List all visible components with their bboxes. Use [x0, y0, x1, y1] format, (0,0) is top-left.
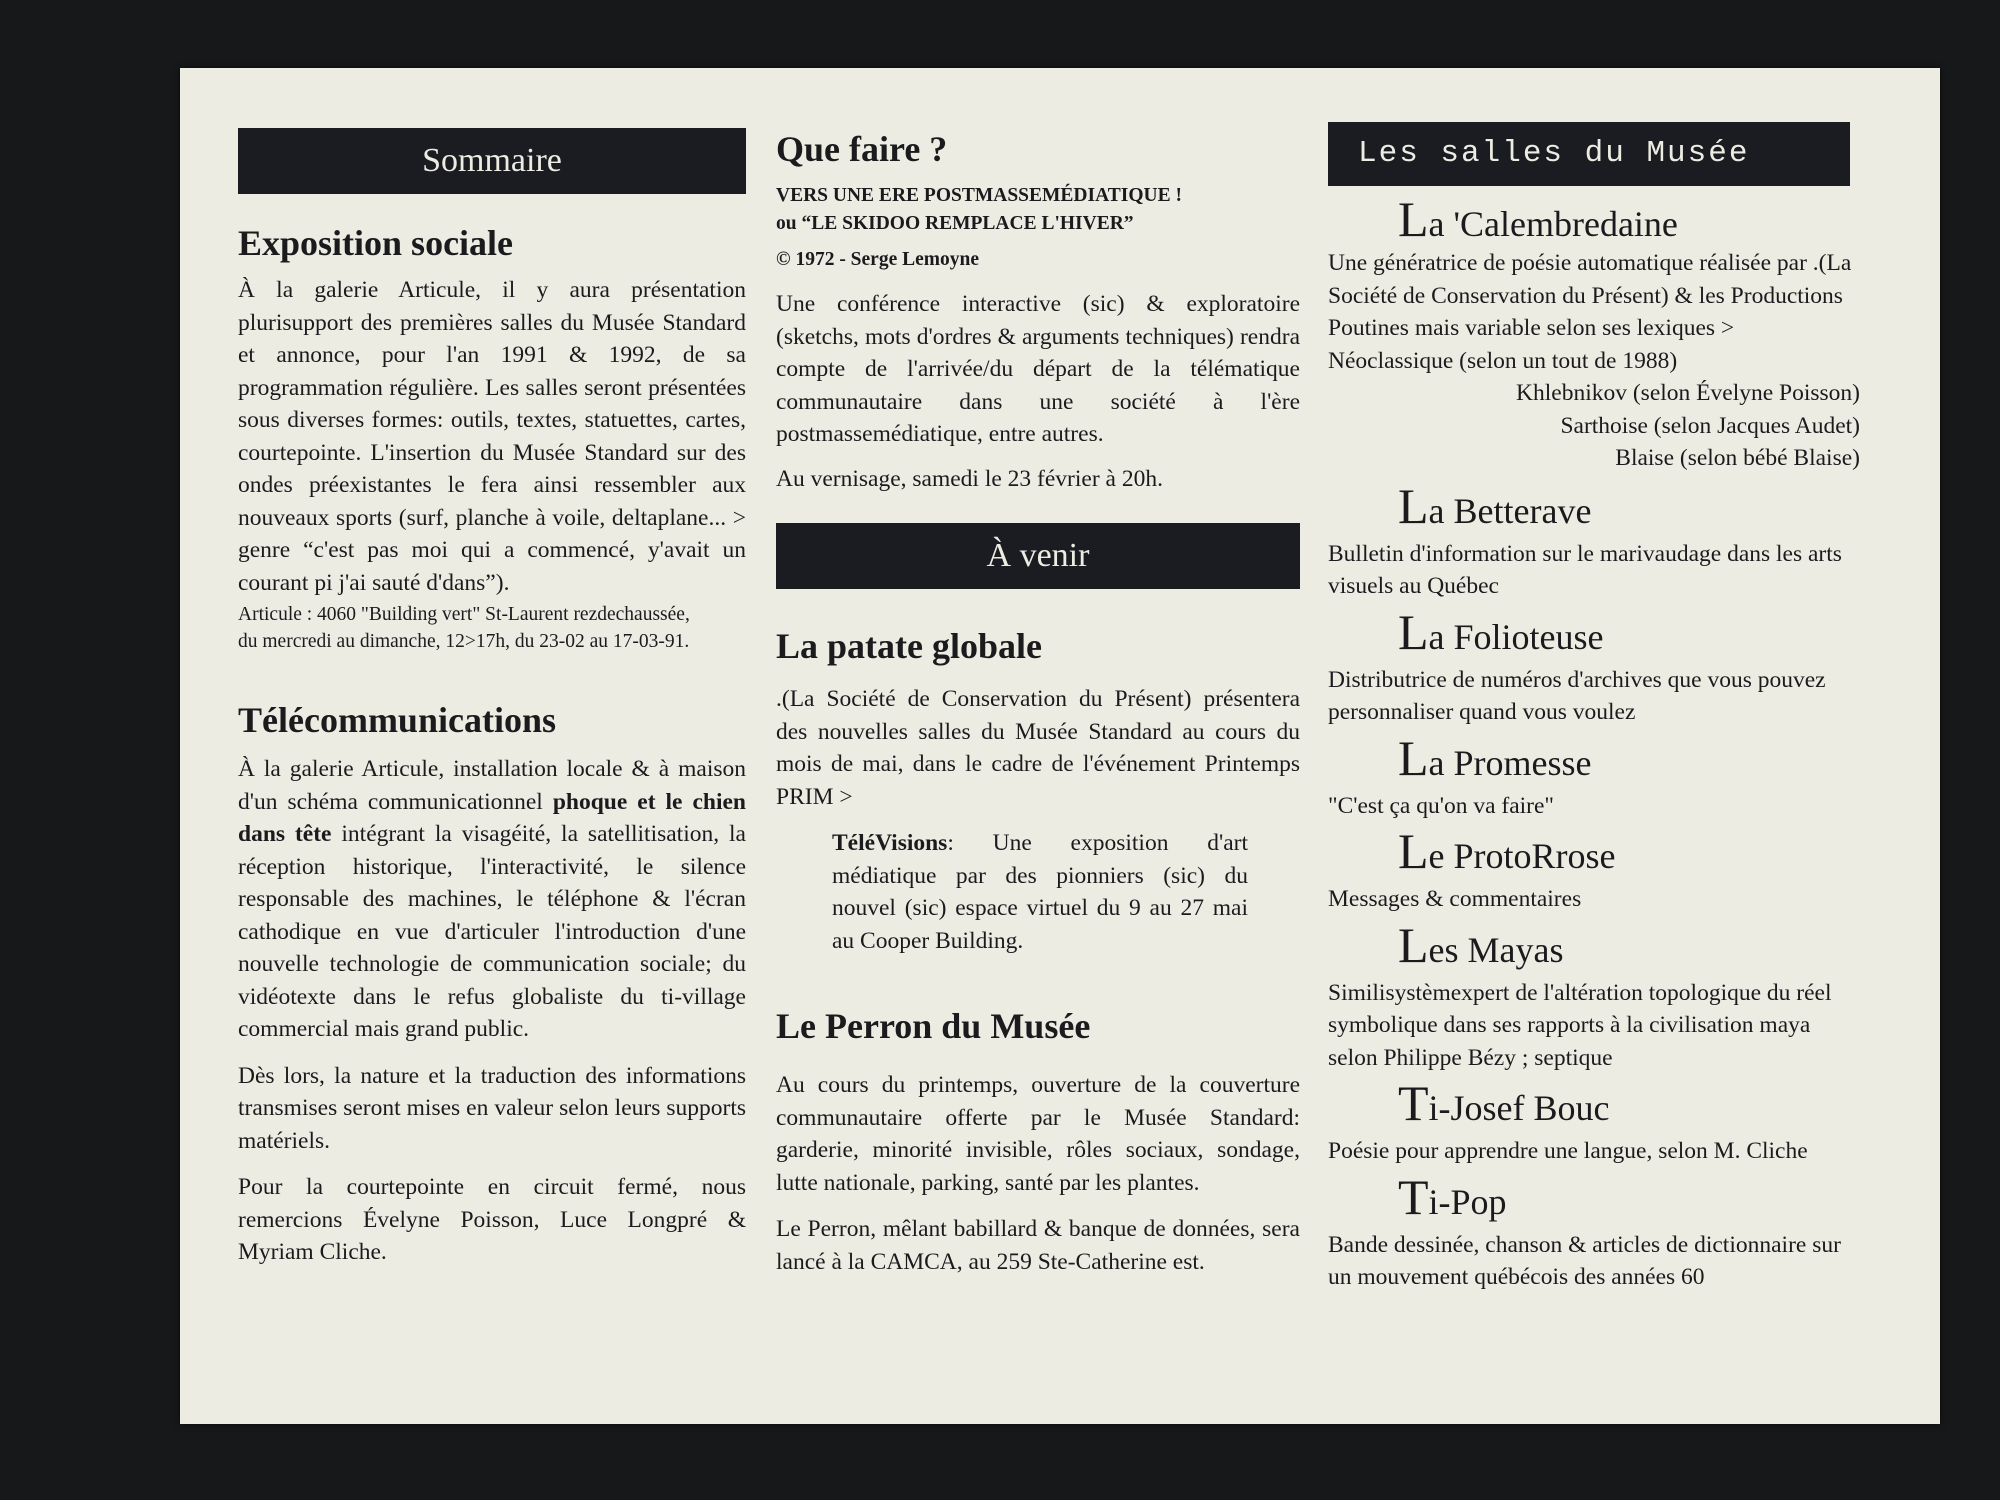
room-protorrose — [1328, 823, 1860, 916]
room-title: La Betterave — [1398, 477, 1592, 534]
expo-info-line2: du mercredi au dimanche, 12>17h, du 23-02 au 17-03-91. — [238, 631, 690, 652]
room-tipop — [1328, 1168, 1860, 1294]
column-left — [238, 128, 746, 1269]
room-title: Ti-Pop — [1398, 1168, 1507, 1225]
que-faire-title: Que faire ? — [776, 129, 948, 169]
flyer-page — [180, 68, 1940, 1424]
room-tijosef — [1328, 1075, 1860, 1168]
room-title: La 'Calembredaine — [1398, 191, 1678, 247]
telecom-bold-chien: et le chien dans tête — [238, 788, 746, 847]
patate-body: .(La Société de Conservation du Présent) présentera des nouvelles salles du Musée Standard au cours du mois de mai, dans le cadre de l'événement Printemps PRIM > — [776, 686, 1300, 810]
room-title: Le ProtoRrose — [1398, 823, 1616, 879]
room-desc: Poésie pour apprendre une langue, selon M. Cliche — [1328, 1138, 1808, 1164]
room-extra-khlebnikov: Khlebnikov (selon Évelyne Poisson) — [1516, 380, 1860, 406]
column-right — [1328, 128, 1860, 1294]
room-title: Les Mayas — [1398, 916, 1564, 973]
room-desc: Bulletin d'information sur le marivaudage dans les arts visuels au Québec — [1328, 540, 1842, 599]
perron-para2: Le Perron, mêlant babillard & banque de données, sera lancé à la CAMCA, au 259 Ste-Catherine est. — [776, 1216, 1300, 1275]
que-faire-subtitle2: ou “LE SKIDOO REMPLACE L'HIVER” — [776, 213, 1134, 234]
perron-title: Le Perron du Musée — [776, 1006, 1091, 1046]
room-promesse — [1328, 729, 1860, 823]
room-desc: Messages & commentaires — [1328, 886, 1582, 912]
room-betterave — [1328, 477, 1860, 603]
room-desc: Similisystèmexpert de l'altération topologique du réel symbolique dans ses rapports à la civilisation maya selon Philippe Bézy ; septique — [1328, 979, 1832, 1071]
vernissage-line: Au vernisage, samedi le 23 février à 20h. — [776, 465, 1163, 492]
salles-banner: Les salles du Musée — [1328, 122, 1850, 186]
room-desc: "C'est ça qu'on va faire" — [1328, 792, 1555, 819]
patate-title: La patate globale — [776, 626, 1042, 666]
televisions-para: TéléVisions: Une exposition d'art médiatique par des pionniers (sic) du nouvel (sic) espace virtuel du 9 au 27 mai au Cooper Building. — [832, 830, 1248, 954]
room-desc: Distributrice de numéros d'archives que vous pouvez personnaliser quand vous voulez — [1328, 666, 1826, 725]
room-mayas — [1328, 916, 1860, 1075]
expo-info-line1: Articule : 4060 "Building vert" St-Laurent rezdechaussée, — [238, 604, 690, 625]
room-extra-blaise: Blaise (selon bébé Blaise) — [1615, 445, 1860, 471]
room-desc: Une génératrice de poésie automatique réalisée par .(La Société de Conservation du Présent) & les Productions Poutines mais variable selon ses lexiques > Néoclassique (selon un tout de 1988) — [1328, 250, 1852, 374]
a-venir-banner: À venir — [776, 523, 1300, 589]
televisions-label: TéléVisions — [832, 830, 948, 856]
room-title: La Folioteuse — [1398, 603, 1604, 660]
room-extra-sarthoise: Sarthoise (selon Jacques Audet) — [1560, 412, 1860, 439]
column-middle — [776, 128, 1300, 1278]
expo-body: À la galerie Articule, il y aura présentation plurisupport des premières salles du Musée Standard et annonce, pour l'an 1991 & 1992, de sa programmation régulière. Les salles seront présentées sous diverses formes: outils, textes, statuettes, cartes, courtepointe. L'insertion du Musée Standard sur des ondes préexistantes le fera ainsi ressembler aux nouveaux sports (surf, planche à voile, deltaplane... > genre “c'est pas moi qui a commencé, y'avait un courant pi j'ai sauté d'dans”). — [238, 277, 746, 596]
telecom-bold-phoque: phoque — [552, 788, 628, 815]
room-title: Ti-Josef Bouc — [1398, 1075, 1610, 1131]
sommaire-banner: Sommaire — [238, 128, 746, 194]
room-desc: Bande dessinée, chanson & articles de dictionnaire sur un mouvement québécois des années 60 — [1328, 1231, 1841, 1290]
room-calembredaine — [1328, 191, 1860, 475]
telecom-title: Télécommunications — [238, 700, 556, 740]
que-faire-copyright: © 1972 - Serge Lemoyne — [776, 249, 980, 270]
telecom-para3: Pour la courtepointe en circuit fermé, nous remercions Évelyne Poisson, Luce Longpré & Myriam Cliche. — [238, 1174, 746, 1265]
room-title: La Promesse — [1398, 729, 1592, 786]
que-faire-subtitle1: VERS UNE ERE POSTMASSEMÉDIATIQUE ! — [776, 185, 1182, 206]
room-folioteuse — [1328, 603, 1860, 729]
expo-title: Exposition sociale — [238, 223, 514, 263]
telecom-para2: Dès lors, la nature et la traduction des informations transmises seront mises en valeur selon leurs supports matériels. — [238, 1062, 746, 1154]
que-faire-body: Une conférence interactive (sic) & exploratoire (sketchs, mots d'ordres & arguments techniques) rendra compte de l'arrivée/du départ de la télématique communautaire dans une société à l'ère postmassemédiatique, entre autres. — [776, 291, 1300, 447]
telecom-body: À la galerie Articule, installation locale & à maison d'un schéma communicationnel phoque et le chien dans tête intégrant la visagéité, la satellitisation, la réception historique, l'interactivité, le silence responsable des machines, le téléphone & l'écran cathodique en vue d'articuler l'introduction d'une nouvelle technologie de communication sociale; du vidéotexte dans le refus globaliste du ti-village commercial mais grand public. — [238, 756, 746, 1042]
perron-body: Au cours du printemps, ouverture de la couverture communautaire offerte par le Musée Standard: garderie, minorité invisible, rôles sociaux, sondage, lutte nationale, parking, santé par les plantes. — [776, 1072, 1300, 1196]
